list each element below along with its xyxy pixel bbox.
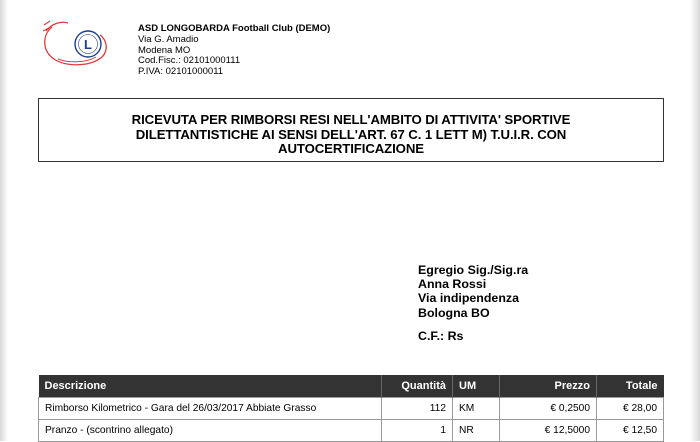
- receipt-title-box: [38, 98, 664, 162]
- recipient-fiscal-code: C.F.: Rs: [418, 329, 464, 343]
- row-unit: KM: [453, 398, 500, 420]
- company-address: Via G. Amadio: [138, 33, 199, 45]
- table-row: [39, 398, 664, 420]
- table-row: [39, 420, 664, 442]
- row-price: € 12,5000: [500, 420, 597, 442]
- row-quantity: 112: [382, 398, 453, 420]
- recipient-block: [418, 263, 528, 320]
- table-header-row: [39, 375, 664, 398]
- company-fiscal-code: Cod.Fisc.: 02101000111: [138, 55, 241, 67]
- page-edge-left: [0, 0, 8, 441]
- recipient-name: Anna Rossi: [418, 277, 487, 292]
- recipient-salutation: Egregio Sig./Sig.ra: [418, 263, 529, 277]
- title-line-1: RICEVUTA PER RIMBORSI RESI NELL'AMBITO DI ATTIVITA' SPORTIVE: [131, 112, 571, 127]
- receipt-title: [39, 113, 663, 157]
- page-edge-right: [690, 0, 700, 441]
- header-quantity: Quantità: [382, 375, 453, 398]
- recipient-city: Bologna BO: [418, 305, 490, 320]
- company-city: Modena MO: [138, 44, 191, 56]
- header-price: Prezzo: [500, 375, 597, 398]
- logo-letter: L: [84, 37, 92, 52]
- items-table: [38, 375, 664, 442]
- recipient-street: Via indipendenza: [418, 291, 519, 306]
- row-total: € 12,50: [597, 420, 664, 442]
- row-description: Pranzo - (scontrino allegato): [39, 420, 382, 442]
- row-quantity: 1: [382, 420, 453, 442]
- header-unit: UM: [453, 375, 500, 398]
- row-total: € 28,00: [597, 398, 664, 420]
- company-name: ASD LONGOBARDA Football Club (DEMO): [138, 23, 331, 34]
- row-unit: NR: [453, 420, 500, 442]
- header-total: Totale: [597, 375, 664, 398]
- header-description: Descrizione: [39, 375, 382, 398]
- company-info: [138, 24, 330, 78]
- club-logo: [38, 17, 118, 69]
- title-line-3: AUTOCERTIFICAZIONE: [278, 141, 424, 156]
- company-vat: P.IVA: 02101000011: [138, 66, 224, 78]
- row-description: Rimborso Kilometrico - Gara del 26/03/2017 Abbiate Grasso: [39, 398, 382, 420]
- row-price: € 0,2500: [500, 398, 597, 420]
- title-line-2: DILETTANTISTICHE AI SENSI DELL'ART. 67 C. 1 LETT M) T.U.I.R. CON: [135, 126, 567, 142]
